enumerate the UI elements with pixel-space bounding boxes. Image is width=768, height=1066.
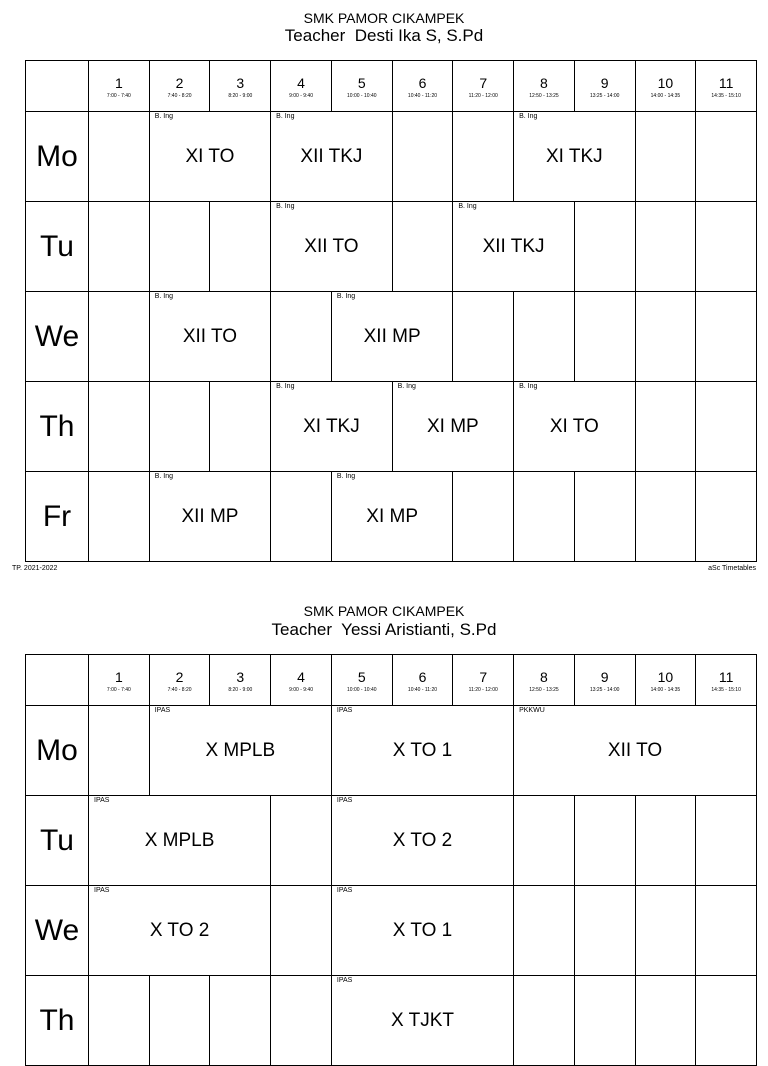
day-label: Tu bbox=[26, 201, 88, 291]
empty-slot bbox=[513, 291, 574, 381]
empty-slot bbox=[452, 111, 513, 201]
empty-slot bbox=[635, 795, 696, 885]
period-time: 7:40 - 8:20 bbox=[167, 93, 192, 99]
lesson-class: XII TO bbox=[607, 739, 663, 761]
period-number: 8 bbox=[540, 75, 548, 91]
lesson-class: XII TKJ bbox=[482, 235, 545, 257]
lesson-block bbox=[149, 471, 270, 561]
period-header bbox=[88, 655, 149, 705]
period-time: 13:25 - 14:00 bbox=[589, 687, 620, 693]
period-header bbox=[88, 61, 149, 111]
teacher-name: Teacher Desti Ika S, S.Pd bbox=[284, 26, 484, 45]
lesson-subject: B. Ing bbox=[336, 473, 356, 480]
teacher-name: Teacher Yessi Aristianti, S.Pd bbox=[271, 620, 497, 639]
period-header bbox=[635, 655, 696, 705]
period-time: 14:35 - 15:10 bbox=[711, 687, 741, 693]
empty-slot bbox=[695, 291, 756, 381]
empty-slot bbox=[695, 885, 756, 975]
empty-slot bbox=[574, 201, 635, 291]
lesson-class: X TJKT bbox=[390, 1009, 454, 1031]
day-label: We bbox=[26, 885, 88, 975]
empty-slot bbox=[695, 201, 756, 291]
lesson-class: X TO 2 bbox=[149, 919, 210, 941]
period-header bbox=[149, 655, 210, 705]
period-time: 10:40 - 11:20 bbox=[407, 93, 438, 99]
empty-slot bbox=[392, 111, 453, 201]
footer-school-year: TP. 2021-2022 bbox=[12, 565, 58, 572]
lesson-block bbox=[331, 795, 513, 885]
period-number: 11 bbox=[718, 75, 734, 91]
empty-slot bbox=[88, 975, 149, 1065]
empty-slot bbox=[149, 201, 210, 291]
period-number: 6 bbox=[418, 669, 427, 685]
period-number: 2 bbox=[175, 75, 184, 91]
period-number: 9 bbox=[600, 669, 609, 685]
period-time: 14:00 - 14:35 bbox=[650, 687, 681, 693]
lesson-block bbox=[149, 705, 331, 795]
empty-slot bbox=[88, 111, 149, 201]
period-number: 3 bbox=[236, 75, 245, 91]
period-header bbox=[209, 655, 270, 705]
lesson-subject: B. Ing bbox=[519, 383, 538, 390]
lesson-class: XII TO bbox=[304, 235, 359, 257]
day-label: We bbox=[26, 291, 88, 381]
lesson-subject: IPAS bbox=[336, 707, 353, 714]
school-name: SMK PAMOR CIKAMPEK bbox=[303, 603, 465, 619]
lesson-block bbox=[331, 471, 452, 561]
school-name: SMK PAMOR CIKAMPEK bbox=[303, 10, 465, 26]
period-header bbox=[331, 655, 392, 705]
lesson-class: X TO 2 bbox=[392, 829, 453, 851]
timetable-grid bbox=[25, 60, 757, 562]
period-number: 10 bbox=[657, 75, 674, 91]
period-header bbox=[452, 655, 513, 705]
lesson-subject: PKKWU bbox=[519, 707, 545, 714]
lesson-block bbox=[513, 705, 756, 795]
lesson-class: X TO 1 bbox=[392, 919, 453, 941]
lesson-subject: B. Ing bbox=[276, 203, 295, 210]
period-header bbox=[331, 61, 392, 111]
empty-slot bbox=[635, 291, 696, 381]
period-number: 10 bbox=[657, 669, 674, 685]
empty-slot bbox=[209, 201, 270, 291]
empty-slot bbox=[574, 975, 635, 1065]
period-time: 13:25 - 14:00 bbox=[589, 93, 620, 99]
period-header bbox=[270, 655, 331, 705]
lesson-block bbox=[149, 111, 270, 201]
empty-slot bbox=[452, 291, 513, 381]
period-number: 2 bbox=[175, 669, 184, 685]
period-time: 12:50 - 13:25 bbox=[529, 93, 559, 99]
period-time: 7:00 - 7:40 bbox=[106, 93, 131, 99]
empty-slot bbox=[513, 795, 574, 885]
period-time: 12:50 - 13:25 bbox=[529, 687, 559, 693]
empty-slot bbox=[574, 471, 635, 561]
period-number: 8 bbox=[540, 669, 548, 685]
lesson-class: X MPLB bbox=[205, 739, 276, 761]
period-time: 8:20 - 9:00 bbox=[228, 93, 253, 99]
period-header bbox=[574, 655, 635, 705]
lesson-class: XII MP bbox=[363, 325, 421, 347]
empty-slot bbox=[209, 381, 270, 471]
lesson-subject: B. Ing bbox=[154, 113, 174, 120]
lesson-block bbox=[88, 795, 270, 885]
period-number: 5 bbox=[357, 669, 366, 685]
period-time: 14:00 - 14:35 bbox=[650, 93, 681, 99]
lesson-subject: B. Ing bbox=[458, 203, 477, 210]
period-number: 3 bbox=[236, 669, 245, 685]
lesson-block bbox=[513, 381, 634, 471]
period-number: 1 bbox=[114, 669, 123, 685]
empty-slot bbox=[88, 471, 149, 561]
lesson-class: X MPLB bbox=[144, 829, 215, 851]
period-number: 4 bbox=[297, 669, 305, 685]
empty-slot bbox=[270, 291, 331, 381]
period-number: 4 bbox=[297, 75, 305, 91]
empty-slot bbox=[149, 975, 210, 1065]
empty-slot bbox=[635, 975, 696, 1065]
lesson-subject: B. Ing bbox=[336, 293, 356, 300]
period-time: 8:20 - 9:00 bbox=[228, 687, 253, 693]
lesson-subject: B. Ing bbox=[154, 293, 174, 300]
empty-slot bbox=[695, 111, 756, 201]
lesson-block bbox=[331, 885, 513, 975]
period-number: 9 bbox=[600, 75, 609, 91]
period-time: 10:40 - 11:20 bbox=[407, 687, 438, 693]
empty-slot bbox=[574, 291, 635, 381]
lesson-block bbox=[270, 111, 391, 201]
period-number: 7 bbox=[479, 75, 488, 91]
empty-slot bbox=[695, 381, 756, 471]
lesson-class: XI TO bbox=[549, 415, 599, 437]
empty-slot bbox=[513, 885, 574, 975]
empty-slot bbox=[270, 885, 331, 975]
period-header bbox=[635, 61, 696, 111]
empty-slot bbox=[695, 795, 756, 885]
lesson-block bbox=[270, 201, 391, 291]
lesson-block bbox=[331, 975, 513, 1065]
empty-slot bbox=[209, 975, 270, 1065]
day-label: Fr bbox=[26, 471, 88, 561]
empty-slot bbox=[635, 381, 696, 471]
lesson-subject: B. Ing bbox=[397, 383, 416, 390]
period-header bbox=[574, 61, 635, 111]
empty-slot bbox=[513, 975, 574, 1065]
lesson-subject: IPAS bbox=[154, 707, 171, 714]
lesson-block bbox=[452, 201, 573, 291]
lesson-subject: IPAS bbox=[336, 887, 353, 894]
period-header bbox=[392, 655, 453, 705]
lesson-class: XII TO bbox=[182, 325, 238, 347]
lesson-subject: B. Ing bbox=[276, 113, 295, 120]
period-time: 7:00 - 7:40 bbox=[106, 687, 131, 693]
period-header bbox=[452, 61, 513, 111]
lesson-block bbox=[331, 291, 452, 381]
footer-software-credit: aSc Timetables bbox=[708, 565, 756, 572]
period-header bbox=[209, 61, 270, 111]
lesson-class: XI MP bbox=[366, 505, 418, 527]
lesson-subject: B. Ing bbox=[519, 113, 538, 120]
empty-slot bbox=[574, 885, 635, 975]
empty-slot bbox=[88, 705, 149, 795]
empty-slot bbox=[635, 885, 696, 975]
empty-slot bbox=[695, 975, 756, 1065]
period-time: 14:35 - 15:10 bbox=[711, 93, 741, 99]
period-time: 10:00 - 10:40 bbox=[347, 93, 377, 99]
lesson-class: X TO 1 bbox=[392, 739, 453, 761]
period-time: 11:20 - 12:00 bbox=[468, 93, 498, 99]
lesson-block bbox=[331, 705, 513, 795]
period-header bbox=[695, 61, 756, 111]
period-time: 7:40 - 8:20 bbox=[167, 687, 192, 693]
empty-slot bbox=[88, 291, 149, 381]
empty-slot bbox=[149, 381, 210, 471]
empty-slot bbox=[635, 201, 696, 291]
empty-slot bbox=[513, 471, 574, 561]
empty-slot bbox=[695, 471, 756, 561]
timetable-grid bbox=[25, 654, 757, 1066]
period-number: 7 bbox=[479, 669, 488, 685]
lesson-subject: IPAS bbox=[336, 797, 353, 804]
header-corner bbox=[26, 61, 88, 111]
period-time: 9:00 - 9:40 bbox=[289, 93, 313, 99]
empty-slot bbox=[88, 201, 149, 291]
period-time: 11:20 - 12:00 bbox=[468, 687, 498, 693]
header-corner bbox=[26, 655, 88, 705]
period-number: 1 bbox=[114, 75, 123, 91]
empty-slot bbox=[270, 471, 331, 561]
day-label: Mo bbox=[26, 111, 88, 201]
day-label: Th bbox=[26, 381, 88, 471]
lesson-subject: IPAS bbox=[336, 977, 353, 984]
lesson-class: XI MP bbox=[426, 415, 479, 437]
period-number: 5 bbox=[357, 75, 366, 91]
lesson-class: XI TKJ bbox=[303, 415, 360, 437]
lesson-subject: IPAS bbox=[94, 887, 110, 894]
day-label: Mo bbox=[26, 705, 88, 795]
empty-slot bbox=[270, 975, 331, 1065]
lesson-subject: B. Ing bbox=[276, 383, 295, 390]
period-time: 9:00 - 9:40 bbox=[289, 687, 313, 693]
lesson-subject: B. Ing bbox=[154, 473, 174, 480]
empty-slot bbox=[452, 471, 513, 561]
empty-slot bbox=[392, 201, 453, 291]
lesson-class: XII MP bbox=[181, 505, 239, 527]
empty-slot bbox=[270, 795, 331, 885]
period-time: 10:00 - 10:40 bbox=[347, 687, 377, 693]
empty-slot bbox=[574, 795, 635, 885]
period-header bbox=[270, 61, 331, 111]
lesson-class: XI TKJ bbox=[545, 145, 603, 167]
period-header bbox=[695, 655, 756, 705]
lesson-class: XI TO bbox=[185, 145, 235, 167]
day-label: Th bbox=[26, 975, 88, 1065]
period-number: 11 bbox=[718, 669, 734, 685]
lesson-block bbox=[270, 381, 391, 471]
day-label: Tu bbox=[26, 795, 88, 885]
period-header bbox=[149, 61, 210, 111]
period-header bbox=[392, 61, 453, 111]
lesson-block bbox=[88, 885, 270, 975]
empty-slot bbox=[635, 111, 696, 201]
period-header bbox=[513, 655, 574, 705]
empty-slot bbox=[635, 471, 696, 561]
period-header bbox=[513, 61, 574, 111]
lesson-block bbox=[392, 381, 513, 471]
lesson-class: XII TKJ bbox=[300, 145, 363, 167]
lesson-block bbox=[513, 111, 634, 201]
empty-slot bbox=[88, 381, 149, 471]
period-number: 6 bbox=[418, 75, 427, 91]
lesson-block bbox=[149, 291, 270, 381]
lesson-subject: IPAS bbox=[94, 797, 110, 804]
